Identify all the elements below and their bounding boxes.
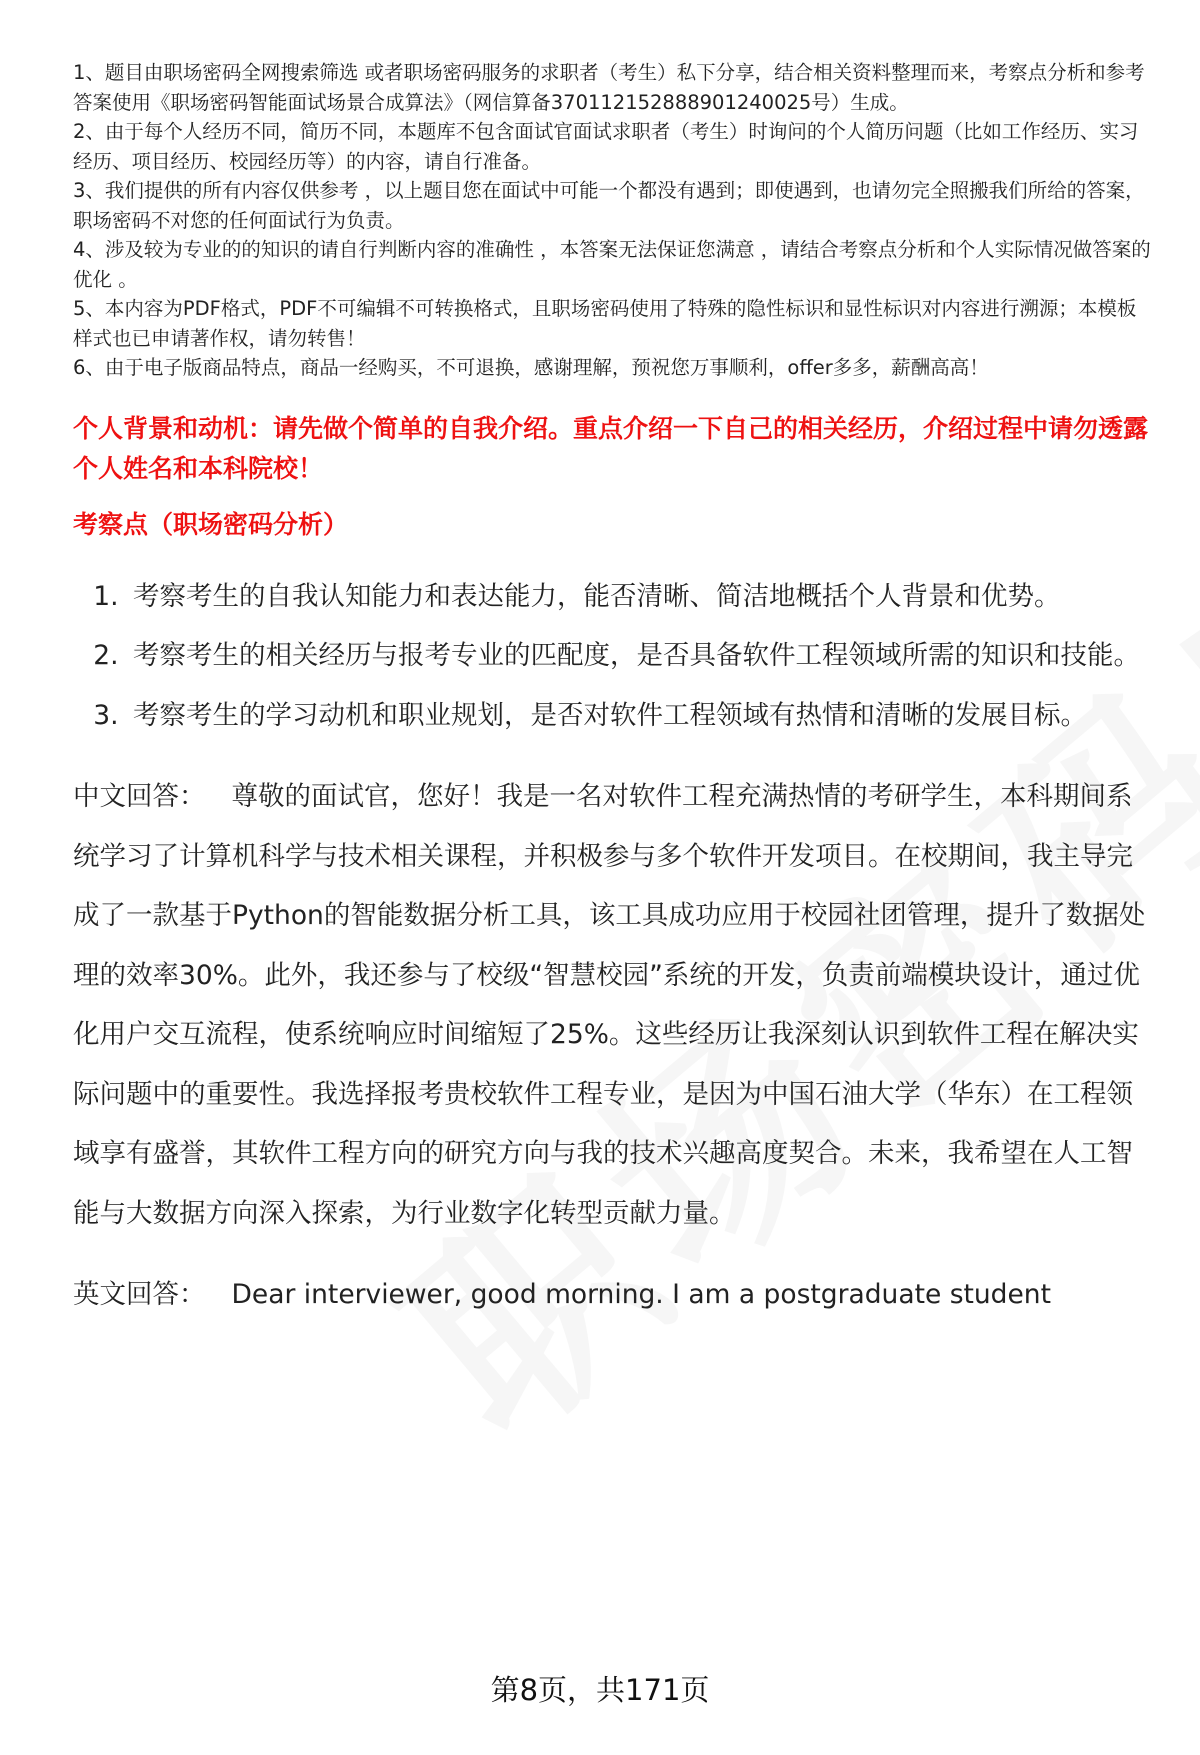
notice-section: [73, 58, 1153, 383]
chinese-answer: [73, 767, 1153, 1243]
chinese-answer-text: 尊敬的面试官，您好！我是一名对软件工程充满热情的考研学生，本科期间系统学习了计算机科学与技术相关课程，并积极参与多个软件开发项目。在校期间，我主导完成了一款基于Python的智能数据分析工具，该工具成功应用于校园社团管理，提升了数据处理的效率30%。此外，我还参与了校级“智慧校园”系统的开发，负责前端模块设计，通过优化用户交互流程，使系统响应时间缩短了25%。这些经历让我深刻认识到软件工程在解决实际问题中的重要性。我选择报考贵校软件工程专业，是因为中国石油大学（华东）在工程领域享有盛誉，其软件工程方向的研究方向与我的技术兴趣高度契合。未来，我希望在人工智能与大数据方向深入探索，为行业数字化转型贡献力量。: [73, 781, 1146, 1229]
analysis-list: [73, 567, 1153, 746]
notice-item: 3、我们提供的所有内容仅供参考 ，以上题目您在面试中可能一个都没有遇到；即使遇到，也请勿完全照搬我们所给的答案，职场密码不对您的任何面试行为负责。: [73, 179, 1145, 232]
analysis-point: 1. 考察考生的自我认知能力和表达能力，能否清晰、简洁地概括个人背景和优势。: [127, 567, 1153, 627]
notice-item: 4、涉及较为专业的的知识的请自行判断内容的准确性 ，本答案无法保证您满意 ，请结合考察点分析和个人实际情况做答案的优化 。: [73, 238, 1151, 291]
page-content: [73, 58, 1153, 1325]
notice-item: 2、由于每个人经历不同，简历不同，本题库不包含面试官面试求职者（考生）时询问的个人简历问题（比如工作经历、实习经历、项目经历、校园经历等）的内容，请自行准备。: [73, 120, 1139, 173]
english-answer-text: Dear interviewer, good morning. I am a postgraduate student: [231, 1279, 1051, 1310]
english-answer: [73, 1265, 1153, 1325]
notice-item: 5、本内容为PDF格式，PDF不可编辑不可转换格式，且职场密码使用了特殊的隐性标识和显性标识对内容进行溯源；本模板样式也已申请著作权，请勿转售！: [73, 297, 1137, 350]
question-heading: 个人背景和动机：请先做个简单的自我介绍。重点介绍一下自己的相关经历，介绍过程中请勿透露个人姓名和本科院校！: [73, 413, 1149, 483]
page-number: 第8页，共171页: [490, 1673, 710, 1707]
analysis-heading: 考察点（职场密码分析）: [73, 509, 349, 539]
notice-item: 1、题目由职场密码全网搜索筛选 或者职场密码服务的求职者（考生）私下分享，结合相关资料整理而来，考察点分析和参考答案使用《职场密码智能面试场景合成算法》（网信算备370112152888901240025号）生成。: [73, 61, 1145, 114]
chinese-answer-label: 中文回答：: [73, 781, 206, 812]
analysis-point: 2. 考察考生的相关经历与报考专业的匹配度，是否具备软件工程领域所需的知识和技能。: [127, 626, 1153, 686]
english-answer-label: 英文回答：: [73, 1279, 206, 1310]
analysis-point: 3. 考察考生的学习动机和职业规划，是否对软件工程领域有热情和清晰的发展目标。: [127, 686, 1153, 746]
notice-item: 6、由于电子版商品特点，商品一经购买，不可退换，感谢理解，预祝您万事顺利，offer多多，薪酬高高！: [73, 356, 989, 379]
